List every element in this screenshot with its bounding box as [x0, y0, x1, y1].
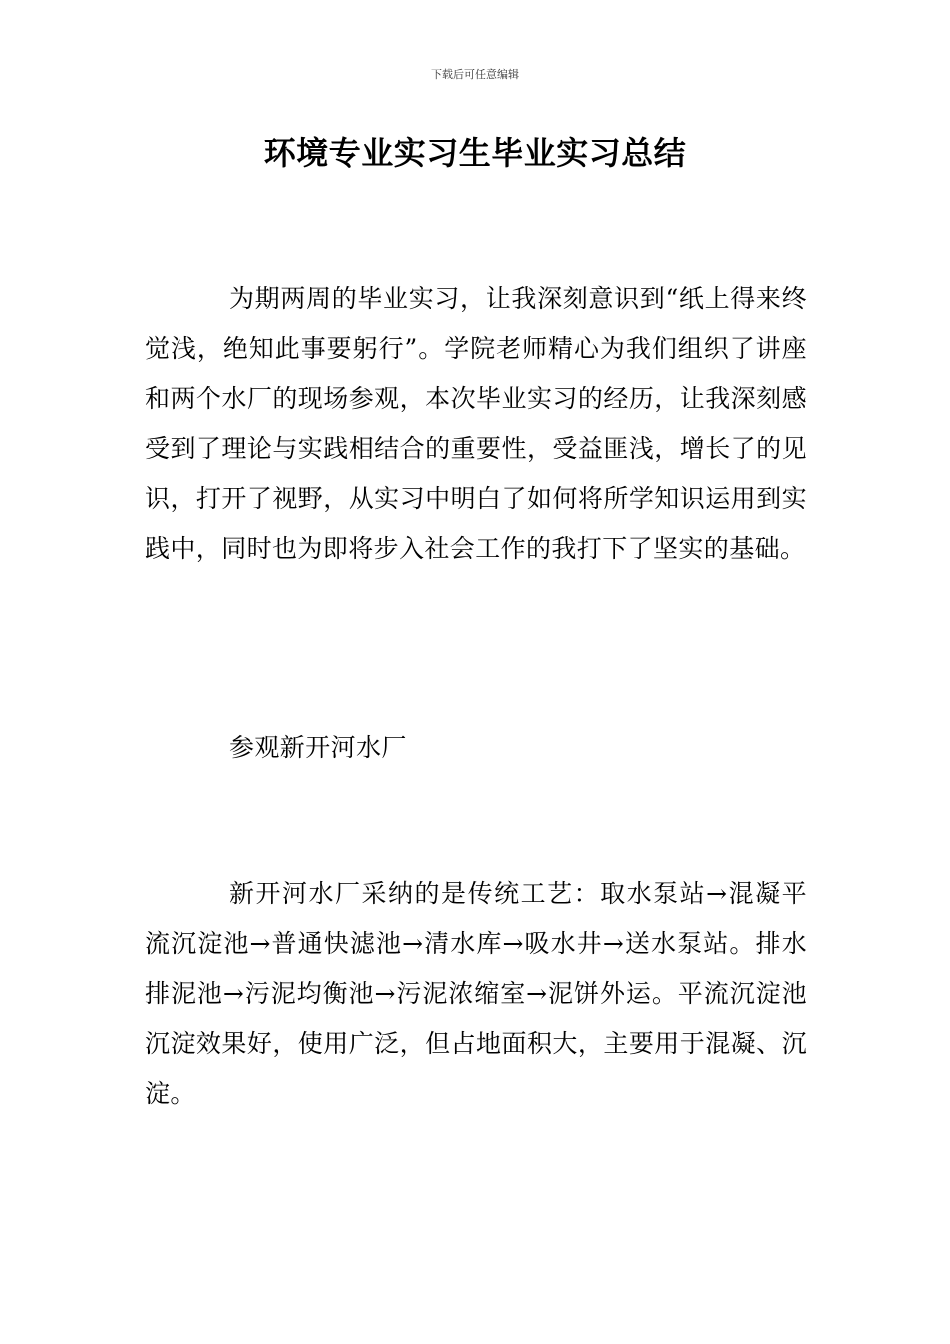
section-heading: 参观新开河水厂	[229, 733, 407, 762]
paragraph-intro: 为期两周的毕业实习，让我深刻意识到“纸上得来终觉浅，绝知此事要躬行”。学院老师精心为我们组织了讲座和两个水厂的现场参观，本次毕业实习的经历，让我深刻感受到了理论与实践相结合的重要性，受益匪浅，增长了的见识，打开了视野，从实习中明白了如何将所学知识运用到实践中，同时也为即将步入社会工作的我打下了坚实的基础。	[145, 284, 807, 563]
header-note: 下载后可任意编辑	[431, 68, 519, 81]
paragraph-process: 新开河水厂采纳的是传统工艺：取水泵站→混凝平流沉淀池→普通快滤池→清水库→吸水井→送水泵站。排水排泥池→污泥均衡池→污泥浓缩室→泥饼外运。平流沉淀池沉淀效果好，使用广泛，但占地面积大，主要用于混凝、沉淀。	[145, 879, 807, 1108]
document-title: 环境专业实习生毕业实习总结	[263, 134, 687, 172]
